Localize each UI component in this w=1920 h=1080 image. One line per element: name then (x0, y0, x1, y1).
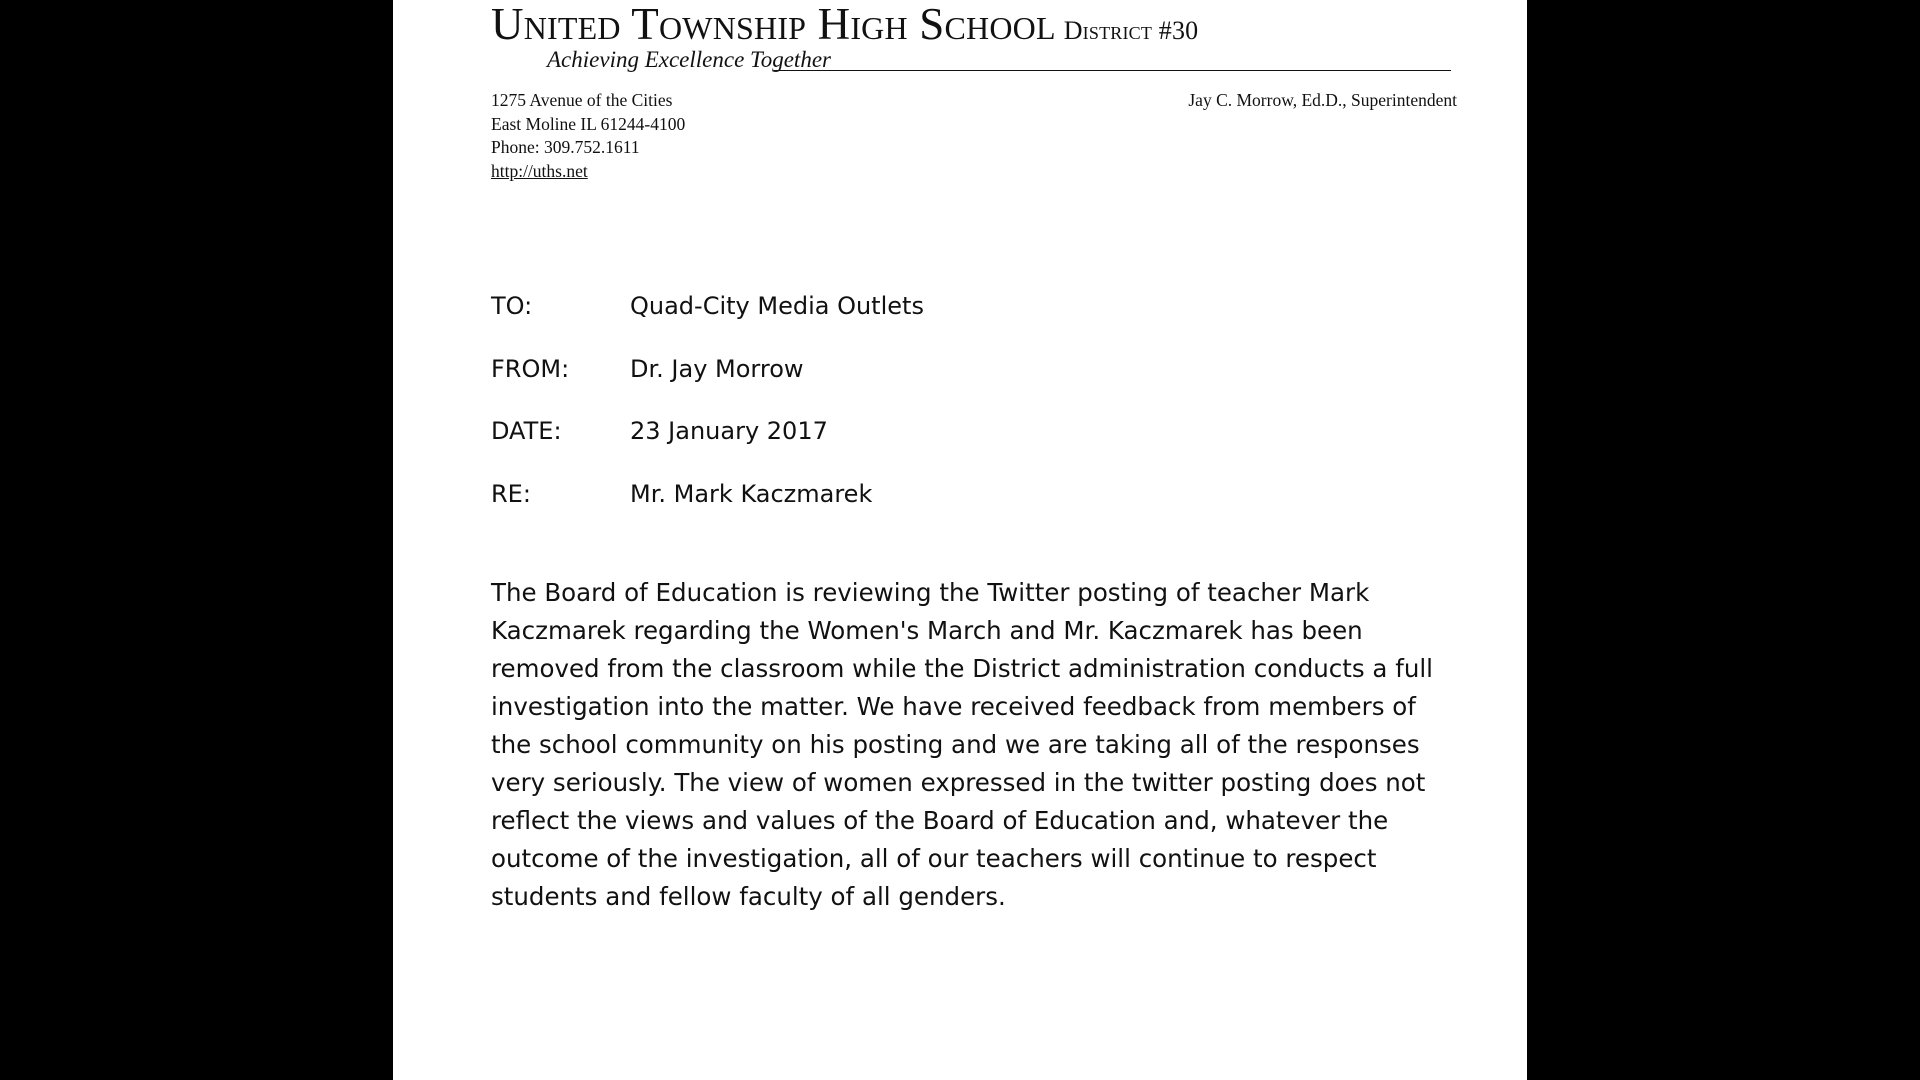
address-street: 1275 Avenue of the Cities (491, 90, 673, 110)
to-label: TO: (491, 292, 533, 320)
from-label: FROM: (491, 354, 570, 383)
date-label: DATE: (491, 417, 562, 445)
body-line: outcome of the investigation, all of our teachers will continue to respect (491, 844, 1377, 873)
address-city: East Moline IL 61244-4100 (491, 113, 686, 134)
letterhead-rule (774, 70, 1451, 71)
body-line: students and fellow faculty of all genders. (491, 882, 1006, 911)
body-line: the school community on his posting and we are taking all of the responses (491, 730, 1420, 759)
superintendent-name: Jay C. Morrow, Ed.D., Superintendent (1188, 90, 1457, 110)
address-phone: Phone: 309.752.1611 (491, 137, 640, 157)
body-line: The Board of Education is reviewing the Twitter posting of teacher Mark (491, 578, 1370, 607)
body-line: Kaczmarek regarding the Women's March and Mr. Kaczmarek has been (491, 616, 1363, 645)
re-label: RE: (491, 479, 531, 508)
body-line: investigation into the matter. We have received feedback from members of (491, 692, 1416, 721)
school-address (491, 89, 685, 183)
body-line: very seriously. The view of women expressed in the twitter posting does not (491, 768, 1426, 797)
from-value: Dr. Jay Morrow (630, 354, 804, 383)
date-value: 23 January 2017 (630, 417, 828, 445)
district-label: District #30 (1063, 16, 1199, 45)
school-motto: Achieving Excellence Together (547, 47, 831, 72)
to-value: Quad-City Media Outlets (630, 292, 924, 320)
memo-body (491, 574, 1481, 916)
body-line: reflect the views and values of the Board of Education and, whatever the (491, 806, 1389, 835)
motto-row (547, 46, 1451, 74)
school-name: United Township High School (491, 0, 1056, 49)
body-line: removed from the classroom while the District administration conducts a full (491, 654, 1433, 683)
re-value: Mr. Mark Kaczmarek (630, 479, 873, 508)
website-link[interactable]: http://uths.net (491, 160, 588, 181)
memo-page (393, 0, 1527, 1080)
